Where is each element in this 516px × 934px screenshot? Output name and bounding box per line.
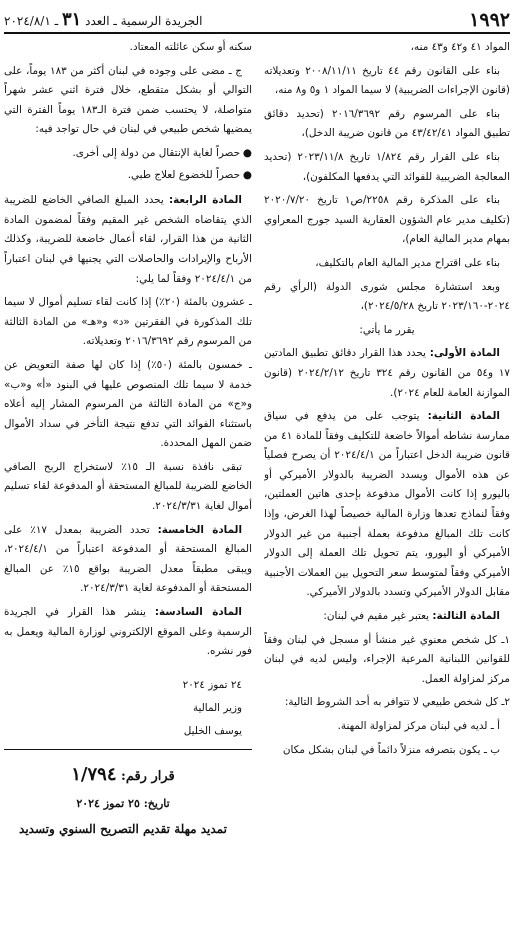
issue-number: ٣١ [61, 9, 82, 30]
article-text: يحدد المبلغ الصافي الخاضع للضريبة الذي يتقاضاه الشخص غير المقيم وفقاً لمضمون المادة الثانية من هذا القرار، لقاء أعمال خاضعة للضريبة، وكذلك الأرباح والإيرادات والحاصلات التي يجنيها في لبنان اعتباراً من ٢٠٢٤/٤/١ وفقاً لما يلي: [4, 194, 252, 285]
next-decision-title: تمديد مهلة تقديم التصريح السنوي وتسديد [19, 821, 227, 836]
signature-title: وزير المالية [192, 701, 242, 714]
article-label: المادة الثالثة: [432, 610, 500, 623]
article-item: ١ـ كل شخص معنوي غير منشأ أو مسجل في لبنان وفقاً للقوانين اللبنانية المرعية الإجراء، وليس لديه في لبنان مركز لمزاولة العمل. [264, 633, 510, 685]
decision-intro: يقرر ما يأتي: [359, 323, 415, 336]
preamble-line: بناء على القرار رقم ١/٨٢٤ تاريخ ٢٠٢٣/١١/٨ (تحديد المعالجة الضريبية للفوائد التي يدفعها المكلفون)، [264, 150, 510, 183]
article-4 [4, 191, 252, 289]
article-label: المادة الأولى: [429, 347, 500, 360]
article-text: يتوجب على من يدفع في سياق ممارسة نشاطه أموالاً خاضعة للتكليف وفقاً للمادة ٤١ من قانون ضريبة الدخل اعتباراً من ٢٠٢٤/٤/١ أن يصرح فصلياً عن هذه الأموال ويسدد الضريبة بالدولار الأميركي أو باليورو إذا كانت الأموال مدفوعة بإحدى هاتين العملتين، وفقاً لنماذج تعدها وزارة المالية خصيصاً لهذا الغرض، وإذا كانت تلك المبالغ مدفوعة بعملة أجنبية من غير الدولار الأميركي أو اليورو، يتم تحويل تلك العملة إلى الدولار الأميركي وفقاً لمتوسط سعر التحويل بين العملات الأجنبية مقابل الدولار الأميركي وتسدد بالدولار الأميركي. [264, 410, 510, 599]
signature-date: ٢٤ تموز ٢٠٢٤ [182, 678, 242, 691]
article-1 [264, 344, 510, 403]
article-label: المادة الثانية: [427, 410, 500, 423]
left-column [4, 38, 252, 930]
article-6 [4, 603, 252, 662]
bullet-icon: ● [242, 168, 252, 181]
next-decision-number: قرار رقم: ١/٧٩٤ [71, 763, 175, 785]
next-decision-date: تاريخ: ٢٥ تموز ٢٠٢٤ [76, 796, 170, 810]
preamble-line: بناء على اقتراح مدير المالية العام بالتكليف، [315, 256, 500, 269]
list-item: ● حصراً لغاية الإنتقال من دولة إلى أخرى. [4, 144, 252, 164]
article-subitem: ب ـ يكون بتصرفه منزلاً دائماً في لبنان بشكل مكان [282, 743, 500, 756]
preamble-line: وبعد استشارة مجلس شورى الدولة (الرأي رقم ٢٠٢٤-٢٠٢٣/١٦٠ تاريخ ٢٠٢٤/٥/٢٨)، [264, 280, 510, 313]
article-text: يعتبر غير مقيم في لبنان: [323, 610, 430, 623]
gazette-name: الجريدة الرسمية ـ العدد [85, 14, 203, 28]
section-divider [4, 749, 252, 750]
signature-name: يوسف الخليل [183, 724, 242, 737]
continuation-text: سكنه أو سكن عائلته المعتاد. [129, 41, 252, 53]
article-text: ينشر هذا القرار في الجريدة الرسمية وعلى الموقع الإلكتروني لوزارة المالية ويعمل به فور نشره. [4, 606, 252, 658]
article-3 [264, 607, 510, 627]
article-subitem: ج ـ مضى على وجوده في لبنان أكثر من ١٨٣ يوماً، على التوالي أو بشكل متقطع، خلال فترة اثني عشر شهراً متواصلة، لا يحتسب ضمن فترة الـ١٨٣ يوماً الفترة التي يمضيها شخص طبيعي في لبنان في حال تواجد فيه: [4, 64, 252, 136]
preamble-line: بناء على المذكرة رقم ٢٢٥٨/ص١ تاريخ ٢٠٢٠/٧/٢٠ (تكليف مدير عام الشؤون العقارية السيد جورج المعراوي بمهام مدير المالية العام)، [264, 194, 510, 246]
article-2 [264, 407, 510, 603]
preamble-line: المواد ٤١ و٤٢ و٤٣ منه، [410, 41, 510, 53]
article-item: ٢ـ كل شخص طبيعي لا تتوافر به أحد الشروط التالية: [284, 696, 510, 709]
issue-date: ـ ٢٠٢٤/٨/١ [4, 14, 59, 28]
article-label: المادة الرابعة: [168, 194, 242, 207]
article-label: المادة الخامسة: [157, 523, 243, 536]
bullet-icon: ● [242, 146, 252, 159]
running-head [4, 9, 202, 32]
list-item: ● حصراً للخضوع لعلاج طبي. [4, 166, 252, 186]
article-text: يحدد هذا القرار دقائق تطبيق المادتين ١٧ و٥٤ من القانون رقم ٣٢٤ تاريخ ٢٠٢٤/٢/١٢ (قانون الموازنة العامة للعام ٢٠٢٤). [264, 347, 510, 399]
right-column [264, 38, 510, 930]
article-label: المادة السادسة: [154, 606, 242, 619]
article-subitem: أ ـ لديه في لبنان مركز لمزاولة المهنة. [337, 720, 500, 732]
article-item: ـ خمسون بالمئة (٥٠٪) إذا كان لها صفة التعويض عن خدمة لا سيما تلك المنصوص عليها في البنود «أ» و«ب» و«ج» من المادة الثالثة من المرسوم المشار إليه أعلاه باستثناء الفوائد التي تدفع نتيجة التأخر في سداد الأموال ضمن المهل المحددة. [4, 358, 252, 450]
preamble-line: بناء على القانون رقم ٤٤ تاريخ ٢٠٠٨/١١/١١ وتعديلاته (قانون الإجراءات الضريبية) لا سيما المواد ١ و٥ و٨ منه، [264, 64, 510, 97]
article-5 [4, 521, 252, 599]
page-number: ١٩٩٢ [469, 9, 510, 31]
page-header [4, 6, 510, 34]
article-text: تحدد الضريبة بمعدل ١٧٪ على المبالغ المستحقة أو المدفوعة اعتباراً من ٢٠٢٤/٤/١، ويبقى مطبقاً معدل الضريبة بواقع ١٥٪ عن المبالغ المستحقة أو المدفوعة لغاية ٢٠٢٤/٣/٣١. [4, 523, 252, 595]
preamble-line: بناء على المرسوم رقم ٢٠١٦/٣٦٩٢ (تحديد دقائق تطبيق المواد ٤٣/٤٢/٤١ من قانون ضريبة الدخل)، [264, 107, 510, 140]
article-closing: تبقى نافذة نسبة الـ ١٥٪ لاستخراج الربح الصافي الخاضع للضريبة للمبالغ المستحقة أو المدفوعة لقاء تسليم أموال لغاية ٢٠٢٤/٣/٣١. [4, 460, 252, 513]
article-item: ـ عشرون بالمئة (٢٠٪) إذا كانت لقاء تسليم أموال لا سيما تلك المذكورة في الفقرتين «د» و«هـ» من المادة الثالثة من المرسوم رقم ٢٠١٦/٣٦٩٢ وتعديلاته. [4, 296, 252, 348]
